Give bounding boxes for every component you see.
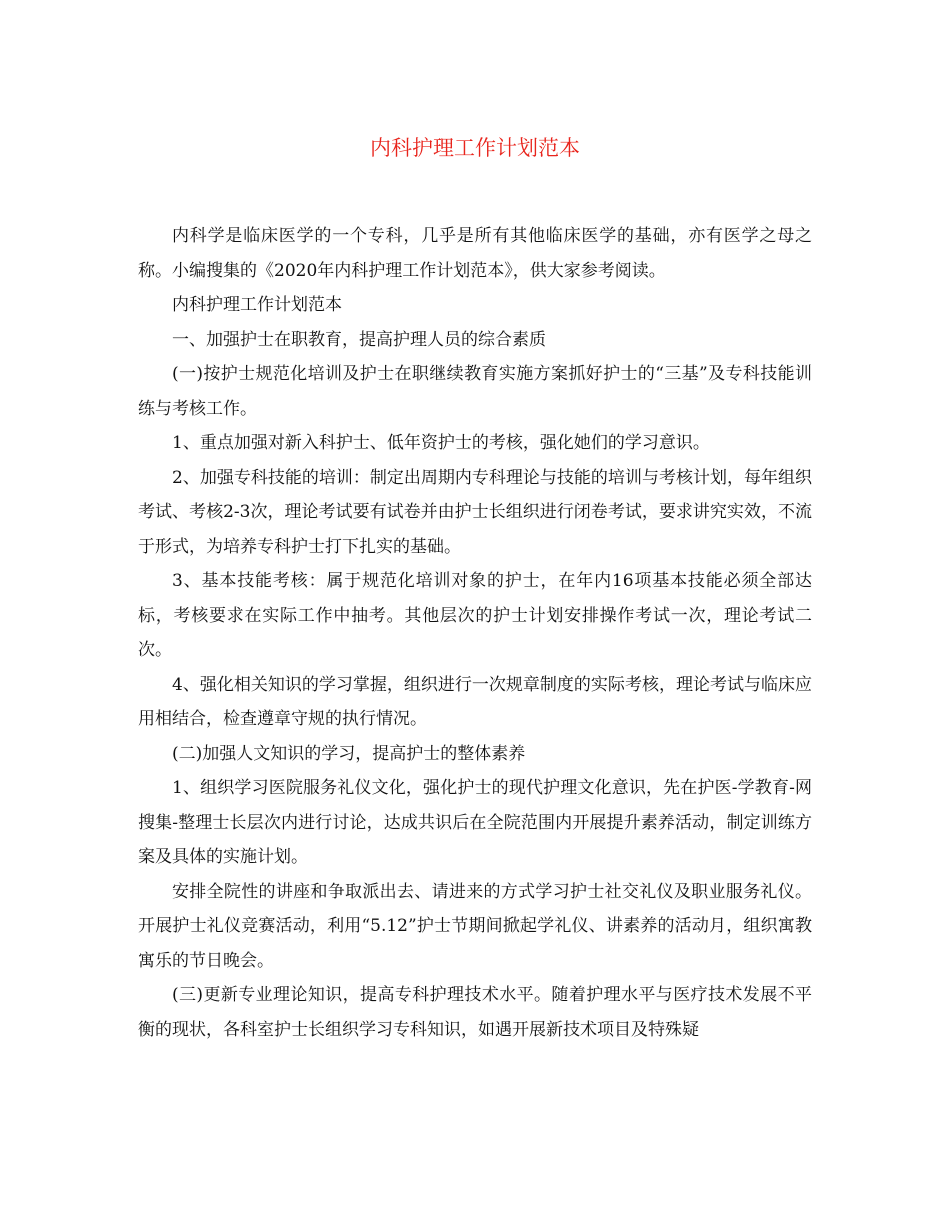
paragraph: 内科学是临床医学的一个专科，几乎是所有其他临床医学的基础，亦有医学之母之称。小编搜集的《2020年内科护理工作计划范本》，供大家参考阅读。 <box>138 226 812 281</box>
paragraph: 2、加强专科技能的培训：制定出周期内专科理论与技能的培训与考核计划，每年组织考试、考核2-3次，理论考试要有试卷并由护士长组织进行闭卷考试，要求讲究实效，不流于形式，为培养专科护士打下扎实的基础。 <box>138 467 812 557</box>
paragraph: 1、组织学习医院服务礼仪文化，强化护士的现代护理文化意识，先在护医-学教育-网搜集-整理士长层次内进行讨论，达成共识后在全院范围内开展提升素养活动，制定训练方案及具体的实施计划。 <box>138 778 812 867</box>
section-heading: 一、加强护士在职教育，提高护理人员的综合素质 <box>172 329 546 350</box>
paragraph: 内科护理工作计划范本 <box>172 295 342 315</box>
paragraph: 1、重点加强对新入科护士、低年资护士的考核，强化她们的学习意识。 <box>172 433 710 453</box>
paragraph: 安排全院性的讲座和争取派出去、请进来的方式学习护士社交礼仪及职业服务礼仪。开展护士礼仪竞赛活动，利用“5.12”护士节期间掀起学礼仪、讲素养的活动月，组织寓教寓乐的节日晚会。 <box>138 881 812 971</box>
paragraph: 4、强化相关知识的学习掌握，组织进行一次规章制度的实际考核，理论考试与临床应用相结合，检查遵章守规的执行情况。 <box>138 674 812 729</box>
paragraph: (三)更新专业理论知识，提高专科护理技术水平。随着护理水平与医疗技术发展不平衡的现状，各科室护士长组织学习专科知识，如遇开展新技术项目及特殊疑 <box>138 985 812 1040</box>
document-title: 内科护理工作计划范本 <box>370 136 580 160</box>
section-heading: (二)加强人文知识的学习，提高护士的整体素养 <box>172 743 526 764</box>
paragraph: 3、基本技能考核：属于规范化培训对象的护士，在年内16项基本技能必须全部达标，考核要求在实际工作中抽考。其他层次的护士计划安排操作考试一次，理论考试二次。 <box>138 571 812 660</box>
paragraph: (一)按护士规范化培训及护士在职继续教育实施方案抓好护士的“三基”及专科技能训练与考核工作。 <box>138 364 812 419</box>
document-body <box>138 219 812 1047</box>
